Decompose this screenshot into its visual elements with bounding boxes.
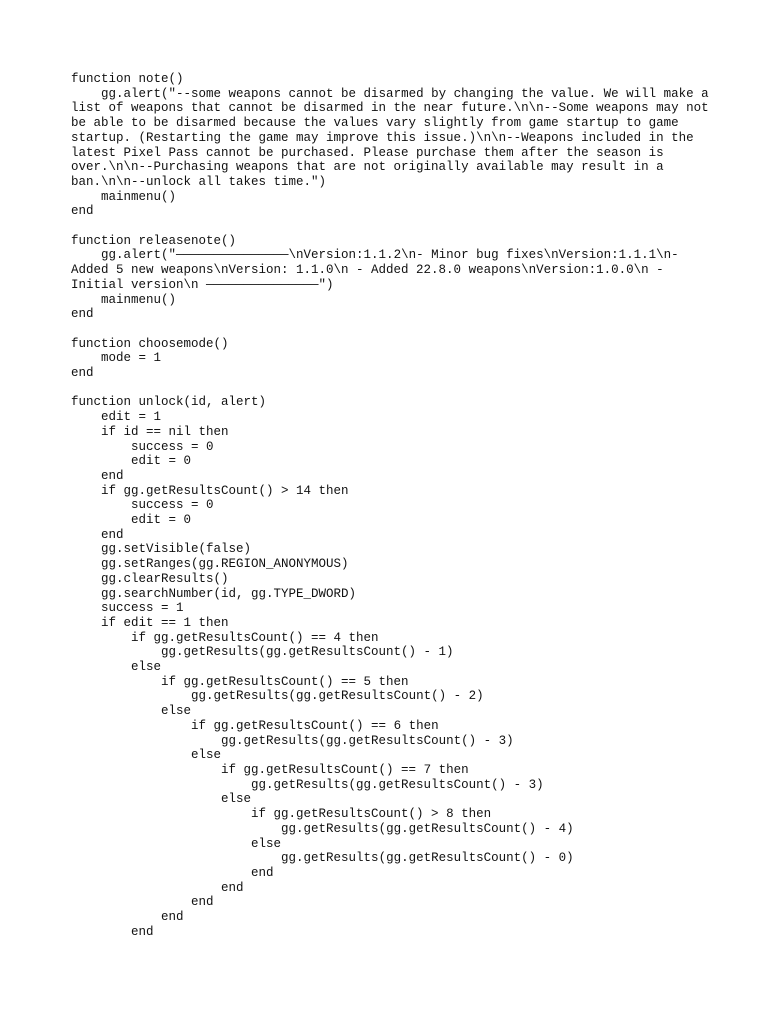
code-line: if id == nil then [71, 424, 229, 439]
code-line: edit = 0 [71, 513, 192, 528]
code-line: else [71, 792, 252, 807]
code-line: mode = 1 [71, 351, 162, 366]
code-line: else [71, 704, 192, 719]
code-line: edit = 0 [71, 454, 192, 469]
code-line: gg.getResults(gg.getResultsCount() - 4) [71, 821, 574, 836]
code-line: end [71, 924, 154, 939]
code-line: mainmenu() [71, 189, 177, 204]
code-line: success = 0 [71, 498, 214, 513]
code-line: gg.clearResults() [71, 571, 229, 586]
code-line [71, 322, 711, 337]
code-line: end [71, 895, 214, 910]
code-line: gg.getResults(gg.getResultsCount() - 1) [71, 645, 454, 660]
code-line: end [71, 910, 184, 925]
code-line: function releasenote() [71, 233, 237, 248]
code-line: end [71, 468, 124, 483]
code-line: function note() [71, 72, 184, 86]
code-line: success = 0 [71, 439, 214, 454]
code-line: mainmenu() [71, 292, 177, 307]
code-line: function choosemode() [71, 336, 229, 351]
code-line: gg.searchNumber(id, gg.TYPE_DWORD) [71, 586, 357, 601]
code-line: function unlock(id, alert) [71, 395, 267, 410]
code-line [71, 381, 711, 396]
code-line: if gg.getResultsCount() > 8 then [71, 807, 492, 822]
code-line: gg.getResults(gg.getResultsCount() - 0) [71, 851, 574, 866]
code-line: gg.getResults(gg.getResultsCount() - 3) [71, 733, 514, 748]
code-line: if gg.getResultsCount() > 14 then [71, 483, 349, 498]
code-line: gg.getResults(gg.getResultsCount() - 3) [71, 777, 544, 792]
code-line: end [71, 527, 124, 542]
code-line: end [71, 865, 274, 880]
code-line: if gg.getResultsCount() == 7 then [71, 763, 469, 777]
code-line: gg.setRanges(gg.REGION_ANONYMOUS) [71, 557, 349, 572]
code-line: end [71, 366, 94, 381]
code-line: success = 1 [71, 601, 184, 616]
code-line: if gg.getResultsCount() == 4 then [71, 630, 379, 645]
code-line: gg.alert("———————————————\nVersion:1.1.2\n- Minor bug fixes\nVersion:1.1.1\n- Added 5 new weapons\nVersion: 1.1.0\n - Added 22.8.0 weapons\nVersion:1.0.0\n - Initial version\n ———————————————") [71, 248, 687, 292]
code-line: gg.getResults(gg.getResultsCount() - 2) [71, 689, 484, 704]
code-line: if gg.getResultsCount() == 6 then [71, 718, 439, 733]
code-listing [71, 72, 717, 939]
code-line: else [71, 660, 162, 675]
code-line: end [71, 880, 244, 895]
code-line: edit = 1 [71, 410, 162, 425]
code-line: else [71, 836, 282, 851]
code-line: if edit == 1 then [71, 615, 229, 630]
code-line: gg.setVisible(false) [71, 542, 252, 557]
code-line: else [71, 748, 222, 763]
code-line: if gg.getResultsCount() == 5 then [71, 674, 409, 689]
code-line [71, 219, 711, 234]
code-line: end [71, 204, 94, 219]
code-line: gg.alert("--some weapons cannot be disarmed by changing the value. We will make a list of weapons that cannot be disarmed in the near future.\n\n--Some weapons may not be able to be disarmed because the values vary slightly from game startup to game startup. (Restarting the game may improve this issue.)\n\n--Weapons included in the latest Pixel Pass cannot be purchased. Please purchase them after the season is over.\n\n--Purchasing weapons that are not originally available may result in a ban.\n\n--unlock all takes time.") [71, 86, 717, 189]
code-line: end [71, 307, 94, 322]
